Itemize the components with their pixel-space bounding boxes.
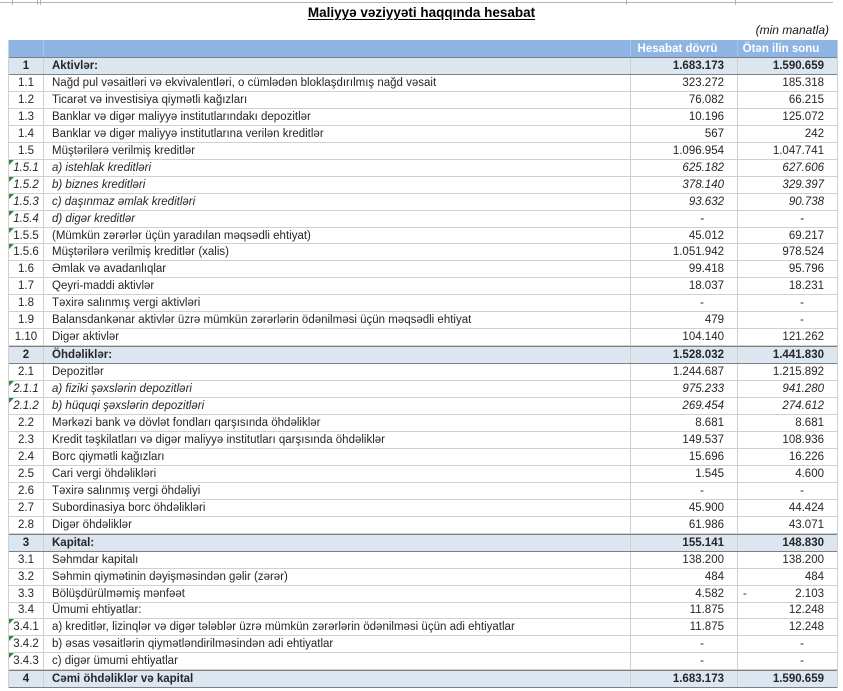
- row-label-cell[interactable]: b) biznes kreditləri: [44, 177, 631, 193]
- table-row: [9, 483, 837, 500]
- value-period-cell[interactable]: 104.140: [631, 329, 738, 345]
- value-period-cell[interactable]: 61.986: [631, 517, 738, 533]
- row-number-cell[interactable]: 1.5.1: [9, 160, 44, 176]
- table-row: [9, 261, 837, 278]
- row-number-cell[interactable]: 1.9: [9, 312, 44, 328]
- value-period-cell[interactable]: 1.545: [631, 466, 738, 482]
- row-number-cell[interactable]: 1.5.5: [9, 228, 44, 244]
- excel-error-marker-icon: [9, 211, 14, 216]
- value-period-cell[interactable]: -: [631, 483, 738, 499]
- table-row: [9, 143, 837, 160]
- value-period-cell[interactable]: 45.900: [631, 500, 738, 516]
- row-number-cell[interactable]: 1.10: [9, 329, 44, 345]
- table-rows: [9, 57, 837, 688]
- row-label-cell[interactable]: Müştərilərə verilmiş kreditlər: [44, 143, 631, 159]
- value-period-cell[interactable]: 76.082: [631, 92, 738, 108]
- value-prev-year-cell[interactable]: -: [800, 638, 804, 651]
- excel-error-marker-icon: [9, 398, 14, 403]
- row-label-cell[interactable]: Təxirə salınmış vergi aktivləri: [44, 295, 631, 311]
- value-prev-year-cell[interactable]: -: [800, 314, 804, 327]
- value-prev-year-cell[interactable]: 121.262: [782, 331, 824, 344]
- row-number-cell[interactable]: 2.2: [9, 415, 44, 431]
- row-label-cell[interactable]: Bölüşdürülməmiş mənfəət: [44, 586, 631, 602]
- row-label-cell[interactable]: Banklar və digər maliyyə institutlarındakı depozitlər: [44, 109, 631, 125]
- row-label-cell[interactable]: Ümumi ehtiyatlar:: [44, 603, 631, 619]
- value-period-cell[interactable]: 45.012: [631, 228, 738, 244]
- value-prev-year-cell[interactable]: 125.072: [782, 110, 824, 123]
- value-period-cell[interactable]: -: [631, 211, 738, 227]
- table-row: [9, 329, 837, 346]
- table-row: [9, 75, 837, 92]
- value-period-cell[interactable]: 18.037: [631, 278, 738, 294]
- value-period-cell[interactable]: 15.696: [631, 449, 738, 465]
- negative-value: 2.103: [795, 587, 824, 600]
- row-number-cell[interactable]: 3.1: [9, 552, 44, 568]
- excel-error-marker-icon: [9, 636, 14, 641]
- value-prev-year-cell[interactable]: 1.047.741: [772, 144, 824, 157]
- value-period-cell[interactable]: 1.683.173: [631, 671, 738, 687]
- row-number-cell[interactable]: 4: [9, 671, 44, 687]
- row-number-cell[interactable]: 1.6: [9, 261, 44, 277]
- table-row: [9, 177, 837, 194]
- row-number-cell[interactable]: 2.1.1: [9, 381, 44, 397]
- row-number-cell[interactable]: 1.3: [9, 109, 44, 125]
- value-prev-year-cell[interactable]: 185.318: [782, 76, 824, 89]
- value-period-cell[interactable]: 479: [631, 312, 738, 328]
- value-prev-year-cell[interactable]: 941.280: [782, 383, 824, 396]
- header-number-cell[interactable]: [9, 40, 44, 57]
- row-label-cell[interactable]: c) digər ümumi ehtiyatlar: [44, 653, 631, 669]
- row-number-cell[interactable]: 2: [9, 347, 44, 363]
- table-row: [9, 552, 837, 569]
- row-label-cell[interactable]: c) daşınmaz əmlak kreditləri: [44, 194, 631, 210]
- table-row: [9, 278, 837, 295]
- row-label-cell[interactable]: Borc qiymətli kağızları: [44, 449, 631, 465]
- table-row: [9, 653, 837, 670]
- table-row: [9, 432, 837, 449]
- value-period-cell[interactable]: -: [631, 295, 738, 311]
- value-prev-year-cell[interactable]: [738, 586, 837, 602]
- table-row: [9, 636, 837, 653]
- row-number-cell[interactable]: 1.5.3: [9, 194, 44, 210]
- value-period-cell[interactable]: 1.683.173: [631, 58, 738, 74]
- value-period-cell[interactable]: 484: [631, 569, 738, 585]
- value-prev-year-cell[interactable]: 484: [804, 570, 824, 583]
- value-prev-year-cell[interactable]: 138.200: [782, 553, 824, 566]
- table-row: [9, 295, 837, 312]
- row-label-cell[interactable]: Digər aktivlər: [44, 329, 631, 345]
- row-label-cell[interactable]: Mərkəzi bank və dövlət fondları qarşısında öhdəliklər: [44, 415, 631, 431]
- table-header-row: [9, 40, 837, 57]
- value-prev-year-cell[interactable]: 16.226: [788, 450, 824, 463]
- table-row: [9, 92, 837, 109]
- row-label-cell[interactable]: a) istehlak kreditləri: [44, 160, 631, 176]
- row-label-cell[interactable]: Səhmin qiymətinin dəyişməsindən gəlir (zərər): [44, 569, 631, 585]
- value-period-cell[interactable]: 4.582: [631, 586, 738, 602]
- value-period-cell[interactable]: 323.272: [631, 75, 738, 91]
- header-label-cell[interactable]: [44, 40, 631, 57]
- negative-sign: -: [743, 587, 747, 600]
- value-period-cell[interactable]: 138.200: [631, 552, 738, 568]
- value-prev-year-cell[interactable]: 274.612: [782, 400, 824, 413]
- value-prev-year-cell[interactable]: 108.936: [782, 433, 824, 446]
- report-title: [0, 5, 843, 20]
- row-number-cell[interactable]: 1: [9, 58, 44, 74]
- value-period-cell[interactable]: 149.537: [631, 432, 738, 448]
- row-number-cell[interactable]: 1.1: [9, 75, 44, 91]
- table-row: [9, 466, 837, 483]
- header-prev-year-cell[interactable]: Ötən ilin sonu: [742, 42, 820, 55]
- row-number-cell[interactable]: 1.2: [9, 92, 44, 108]
- excel-error-marker-icon: [9, 381, 14, 386]
- row-label-cell[interactable]: Qeyri-maddi aktivlər: [44, 278, 631, 294]
- row-label-cell[interactable]: Öhdəliklər:: [44, 347, 631, 363]
- value-prev-year-cell[interactable]: 148.830: [782, 536, 824, 549]
- value-period-cell[interactable]: 1.244.687: [631, 364, 738, 380]
- row-number-cell[interactable]: 3.4: [9, 603, 44, 619]
- excel-error-marker-icon: [9, 160, 14, 165]
- row-number-cell[interactable]: 3.2: [9, 569, 44, 585]
- value-period-cell[interactable]: 1.051.942: [631, 244, 738, 260]
- value-prev-year-cell[interactable]: 1.441.830: [772, 349, 824, 362]
- value-prev-year-cell[interactable]: 90.738: [788, 195, 824, 208]
- table-row: [9, 517, 837, 534]
- row-number-cell[interactable]: 3.4.1: [9, 619, 44, 635]
- table-row: [9, 160, 837, 177]
- table-row: [9, 228, 837, 245]
- row-label-cell[interactable]: a) fiziki şəxslərin depozitləri: [44, 381, 631, 397]
- row-number-cell[interactable]: 2.5: [9, 466, 44, 482]
- row-number-cell[interactable]: 3: [9, 535, 44, 551]
- row-label-cell[interactable]: Təxirə salınmış vergi öhdəliyi: [44, 483, 631, 499]
- value-prev-year-cell[interactable]: -: [800, 297, 804, 310]
- row-number-cell[interactable]: 1.5.2: [9, 177, 44, 193]
- row-number-cell[interactable]: 2.1: [9, 364, 44, 380]
- table-row: [9, 670, 837, 688]
- value-prev-year-cell[interactable]: 44.424: [788, 501, 824, 514]
- value-prev-year-cell[interactable]: 1.215.892: [772, 366, 824, 379]
- row-number-cell[interactable]: 2.4: [9, 449, 44, 465]
- financial-statement-table: [8, 40, 838, 688]
- value-prev-year-cell[interactable]: 8.681: [795, 416, 824, 429]
- row-number-cell[interactable]: 3.3: [9, 586, 44, 602]
- value-prev-year-cell[interactable]: 627.606: [782, 161, 824, 174]
- value-prev-year-cell[interactable]: 18.231: [788, 280, 824, 293]
- row-label-cell[interactable]: b) əsas vəsaitlərin qiymətləndirilməsindən adi ehtiyatlar: [44, 636, 631, 652]
- row-label-cell[interactable]: Ticarət və investisiya qiymətli kağızları: [44, 92, 631, 108]
- row-number-cell[interactable]: 1.5.6: [9, 244, 44, 260]
- row-number-cell[interactable]: 2.8: [9, 517, 44, 533]
- row-number-cell[interactable]: 3.4.2: [9, 636, 44, 652]
- row-label-cell[interactable]: Balansdankənar aktivlər üzrə mümkün zərərlərin ödənilməsi üçün məqsədli ehtiyat: [44, 312, 631, 328]
- table-row: [9, 211, 837, 228]
- value-prev-year-cell[interactable]: 1.590.659: [772, 59, 824, 72]
- row-number-cell[interactable]: 2.6: [9, 483, 44, 499]
- row-label-cell[interactable]: Əmlak və avadanlıqlar: [44, 261, 631, 277]
- value-prev-year-cell[interactable]: 978.524: [782, 246, 824, 259]
- value-prev-year-cell[interactable]: 1.590.659: [772, 673, 824, 686]
- row-number-cell[interactable]: 1.5: [9, 143, 44, 159]
- table-row: [9, 57, 837, 75]
- value-period-cell[interactable]: 93.632: [631, 194, 738, 210]
- row-label-cell[interactable]: Səhmdar kapitalı: [44, 552, 631, 568]
- excel-error-marker-icon: [9, 228, 14, 233]
- table-row: [9, 126, 837, 143]
- value-period-cell[interactable]: 975.233: [631, 381, 738, 397]
- value-prev-year-cell[interactable]: 12.248: [788, 604, 824, 617]
- row-label-cell[interactable]: Kredit təşkilatları və digər maliyyə institutları qarşısında öhdəliklər: [44, 432, 631, 448]
- value-period-cell[interactable]: 1.528.032: [631, 347, 738, 363]
- table-row: [9, 586, 837, 603]
- row-label-cell[interactable]: Nağd pul vəsaitləri və ekvivalentləri, o cümlədən bloklaşdırılmış nağd vəsait: [44, 75, 631, 91]
- row-label-cell[interactable]: Aktivlər:: [44, 58, 631, 74]
- value-prev-year-cell[interactable]: 329.397: [782, 178, 824, 191]
- value-prev-year-cell[interactable]: -: [800, 212, 804, 225]
- value-prev-year-cell[interactable]: -: [800, 484, 804, 497]
- value-period-cell[interactable]: 10.196: [631, 109, 738, 125]
- row-label-cell[interactable]: Depozitlər: [44, 364, 631, 380]
- table-row: [9, 244, 837, 261]
- row-label-cell[interactable]: b) hüquqi şəxslərin depozitləri: [44, 398, 631, 414]
- row-number-cell[interactable]: 1.4: [9, 126, 44, 142]
- row-number-cell[interactable]: 1.8: [9, 295, 44, 311]
- value-prev-year-cell[interactable]: 95.796: [788, 263, 824, 276]
- row-label-cell[interactable]: Banklar və digər maliyyə institutlarına verilən kreditlər: [44, 126, 631, 142]
- row-number-cell[interactable]: 1.5.4: [9, 211, 44, 227]
- table-row: [9, 346, 837, 364]
- row-label-cell[interactable]: Cəmi öhdəliklər və kapital: [44, 671, 631, 687]
- table-row: [9, 109, 837, 126]
- row-label-cell[interactable]: Müştərilərə verilmiş kreditlər (xalis): [44, 244, 631, 260]
- row-label-cell[interactable]: d) digər kreditlər: [44, 211, 631, 227]
- row-number-cell[interactable]: 2.3: [9, 432, 44, 448]
- excel-error-marker-icon: [9, 177, 14, 182]
- table-row: [9, 194, 837, 211]
- table-row: [9, 500, 837, 517]
- value-period-cell[interactable]: 99.418: [631, 261, 738, 277]
- row-number-cell[interactable]: 2.1.2: [9, 398, 44, 414]
- value-prev-year-cell[interactable]: -: [800, 655, 804, 668]
- table-row: [9, 312, 837, 329]
- row-number-cell[interactable]: 1.7: [9, 278, 44, 294]
- value-period-cell[interactable]: 1.096.954: [631, 143, 738, 159]
- row-label-cell[interactable]: Cari vergi öhdəlikləri: [44, 466, 631, 482]
- value-period-cell[interactable]: 378.140: [631, 177, 738, 193]
- value-period-cell[interactable]: 11.875: [631, 619, 738, 635]
- value-prev-year-cell[interactable]: 242: [804, 127, 824, 140]
- row-label-cell[interactable]: Digər öhdəliklər: [44, 517, 631, 533]
- table-row: [9, 381, 837, 398]
- row-label-cell[interactable]: a) kreditlər, lizinqlər və digər tələblər üzrə mümkün zərərlərin ödənilməsi üçün adi ehtiyatlar: [44, 619, 631, 635]
- report-title-text: Maliyyə vəziyyəti haqqında hesabat: [307, 5, 536, 20]
- row-label-cell[interactable]: Kapital:: [44, 535, 631, 551]
- table-row: [9, 449, 837, 466]
- row-label-cell[interactable]: Subordinasiya borc öhdəlikləri: [44, 500, 631, 516]
- sheet-gridline: [0, 2, 833, 3]
- unit-note: (min manatla): [755, 23, 829, 37]
- header-period-cell[interactable]: Hesabat dövrü: [631, 40, 738, 57]
- value-period-cell[interactable]: 567: [631, 126, 738, 142]
- value-prev-year-cell[interactable]: 12.248: [788, 621, 824, 634]
- value-prev-year-cell[interactable]: 69.217: [788, 229, 824, 242]
- value-period-cell[interactable]: 155.141: [631, 535, 738, 551]
- table-row: [9, 603, 837, 620]
- value-period-cell[interactable]: -: [631, 636, 738, 652]
- table-row: [9, 619, 837, 636]
- row-number-cell[interactable]: 2.7: [9, 500, 44, 516]
- excel-error-marker-icon: [9, 619, 14, 624]
- excel-error-marker-icon: [9, 653, 14, 658]
- value-prev-year-cell[interactable]: 66.215: [788, 93, 824, 106]
- value-period-cell[interactable]: -: [631, 653, 738, 669]
- value-prev-year-cell[interactable]: 4.600: [795, 467, 824, 480]
- excel-error-marker-icon: [9, 194, 14, 199]
- value-period-cell[interactable]: 8.681: [631, 415, 738, 431]
- excel-error-marker-icon: [9, 244, 14, 249]
- value-prev-year-cell[interactable]: 43.071: [788, 518, 824, 531]
- row-number-cell[interactable]: 3.4.3: [9, 653, 44, 669]
- value-period-cell[interactable]: 269.454: [631, 398, 738, 414]
- value-period-cell[interactable]: 625.182: [631, 160, 738, 176]
- table-row: [9, 415, 837, 432]
- table-row: [9, 364, 837, 381]
- table-row: [9, 569, 837, 586]
- table-row: [9, 534, 837, 552]
- row-label-cell[interactable]: (Mümkün zərərlər üçün yaradılan məqsədli ehtiyat): [44, 228, 631, 244]
- value-period-cell[interactable]: 11.875: [631, 603, 738, 619]
- table-row: [9, 398, 837, 415]
